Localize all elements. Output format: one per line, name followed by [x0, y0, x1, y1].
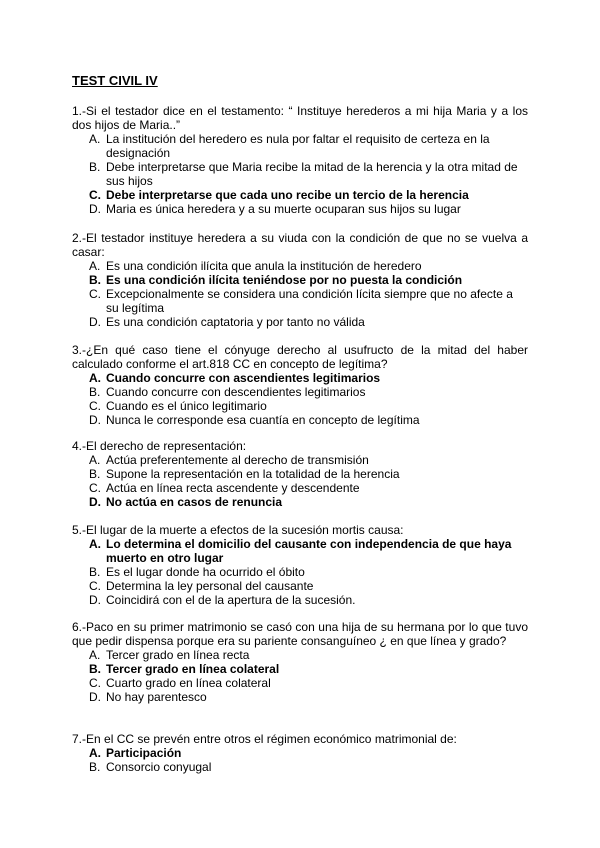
option-d: D. Es una condición captatoria y por tanto no válida — [89, 315, 365, 329]
question-7 — [72, 732, 528, 774]
option-a: A. Actúa preferentemente al derecho de transmisión — [89, 453, 369, 467]
option-d: D. Nunca le corresponde esa cuantía en concepto de legítima — [89, 413, 420, 427]
option-d-correct: D. No actúa en casos de renuncia — [89, 495, 283, 509]
option-b-correct: B. Tercer grado en línea colateral — [89, 662, 280, 676]
option-a-correct: A. Participación — [89, 746, 182, 760]
option-b-correct: B. Es una condición ilícita teniéndose por no puesta la condición — [89, 273, 463, 287]
option-list — [72, 453, 528, 509]
option-a: A. Es una condición ilícita que anula la institución de heredero — [89, 259, 422, 273]
option-list — [72, 537, 528, 607]
option-d: D. No hay parentesco — [89, 690, 207, 704]
option-b: B. Debe interpretarse que Maria recibe la mitad de la herencia y la otra mitad de sus hijos — [89, 160, 518, 188]
option-a-correct: A. Cuando concurre con ascendientes legitimarios — [89, 371, 381, 385]
option-list — [72, 259, 528, 329]
option-list — [72, 648, 528, 704]
document-title: TEST CIVIL IV — [72, 73, 158, 88]
question-6 — [72, 620, 528, 704]
option-b: B. Cuando concurre con descendientes legitimarios — [89, 385, 366, 399]
option-b: B. Supone la representación en la totalidad de la herencia — [89, 467, 400, 481]
question-stem: 2.-El testador instituye heredera a su viuda con la condición de que no se vuelva a casar: — [72, 231, 528, 259]
option-list — [72, 746, 528, 774]
option-d: D. Coincidirá con el de la apertura de la sucesión. — [89, 593, 356, 607]
option-list — [72, 371, 528, 427]
question-2 — [72, 231, 528, 329]
question-stem: 3.-¿En qué caso tiene el cónyuge derecho al usufructo de la mitad del haber calculado conforme el art.818 CC en concepto de legítima? — [72, 343, 528, 371]
question-stem: 6.-Paco en su primer matrimonio se casó con una hija de su hermana por lo que tuvo que pedir dispensa porque era su pariente consanguíneo ¿ en que línea y grado? — [72, 620, 528, 648]
option-b: B. Es el lugar donde ha ocurrido el óbito — [89, 565, 305, 579]
question-5 — [72, 523, 528, 607]
option-c: C. Cuando es el único legitimario — [89, 399, 267, 413]
option-c: C. Actúa en línea recta ascendente y descendente — [89, 481, 360, 495]
option-c-correct: C. Debe interpretarse que cada uno recibe un tercio de la herencia — [89, 188, 469, 202]
question-stem: 7.-En el CC se prevén entre otros el régimen económico matrimonial de: — [72, 732, 457, 746]
option-c: C. Determina la ley personal del causante — [89, 579, 314, 593]
question-stem: 5.-El lugar de la muerte a efectos de la sucesión mortis causa: — [72, 523, 404, 537]
question-stem: 1.-Si el testador dice en el testamento: “ Instituye herederos a mi hija Maria y a los dos hijos de Maria..” — [72, 104, 528, 132]
option-list — [72, 132, 528, 216]
option-b: B. Consorcio conyugal — [89, 760, 212, 774]
question-stem: 4.-El derecho de representación: — [72, 439, 247, 453]
option-c: C. Excepcionalmente se considera una condición lícita siempre que no afecte a su legítima — [89, 287, 513, 315]
question-3 — [72, 343, 528, 427]
question-4 — [72, 439, 528, 509]
option-a: A. La institución del heredero es nula por faltar el requisito de certeza en la designación — [89, 132, 490, 160]
option-a-correct: A. Lo determina el domicilio del causante con independencia de que haya muerto en otro lugar — [89, 537, 512, 565]
option-a: A. Tercer grado en línea recta — [89, 648, 250, 662]
question-1 — [72, 104, 528, 216]
option-d: D. Maria es única heredera y a su muerte ocuparan sus hijos su lugar — [89, 202, 461, 216]
option-c: C. Cuarto grado en línea colateral — [89, 676, 271, 690]
